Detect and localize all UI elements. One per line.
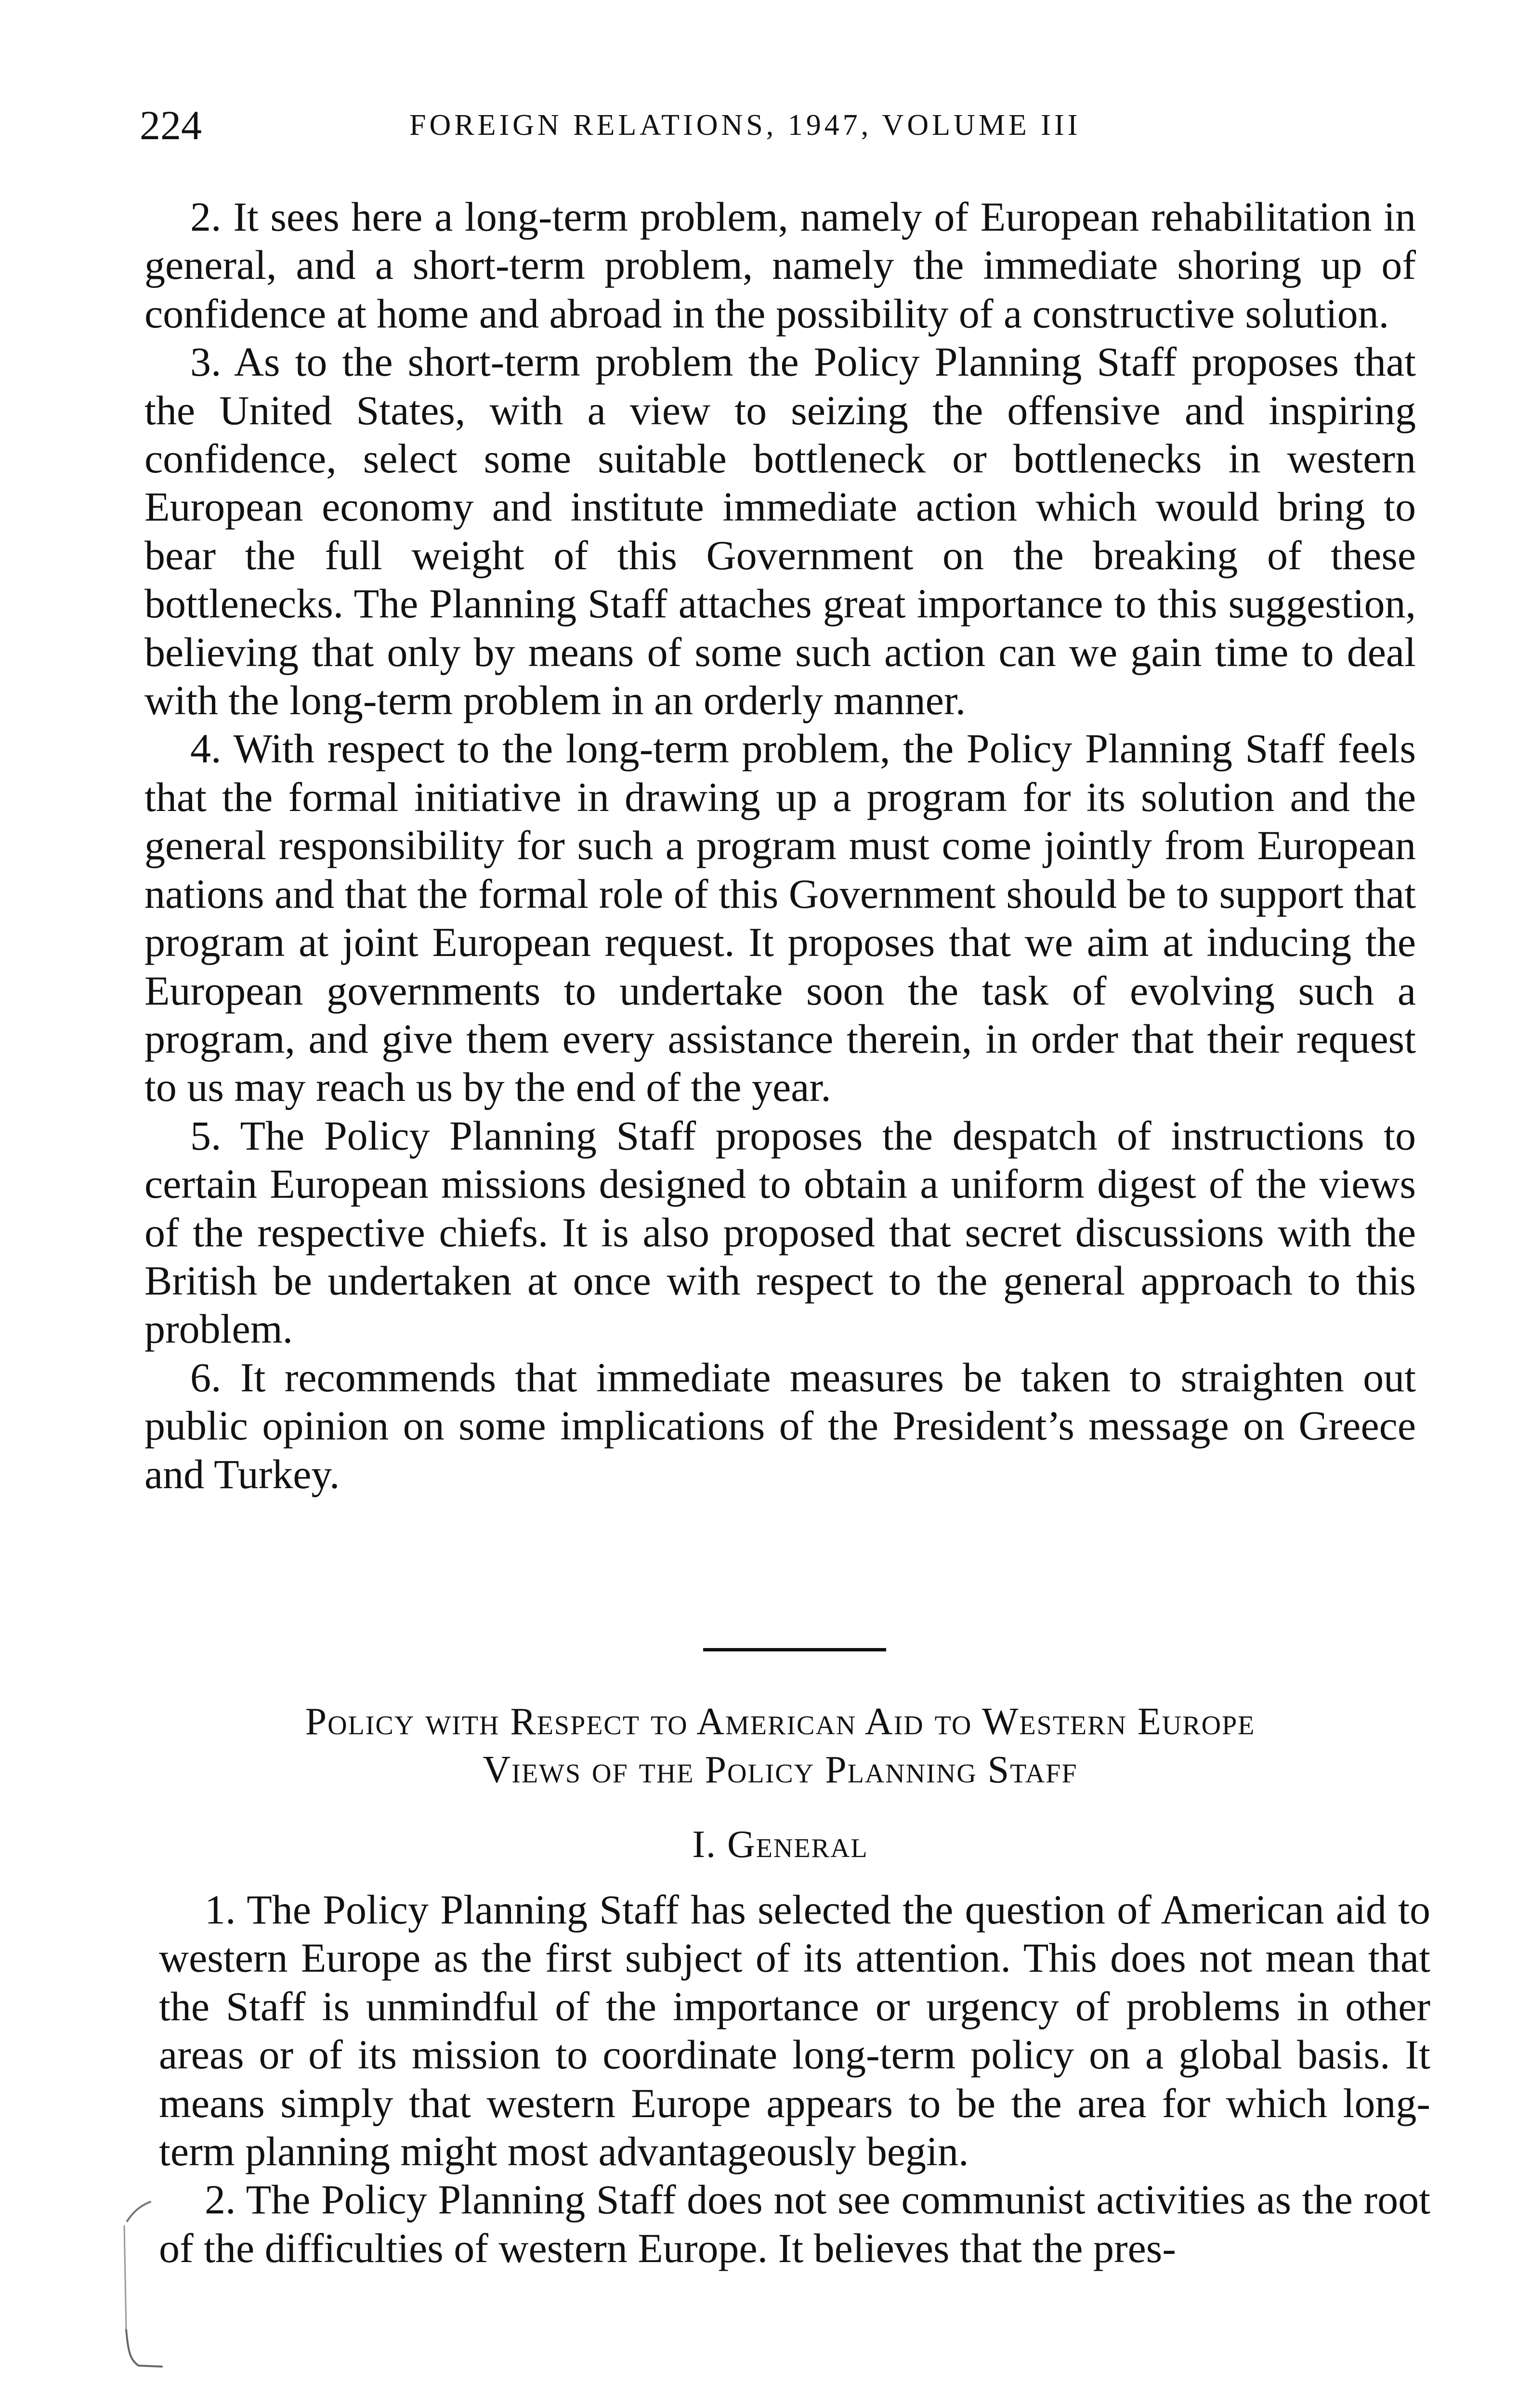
paragraph-4-top: 4. With respect to the long-term problem, the Policy Planning Staff feels that the formal initiative in drawing up a program for its solution and the general responsibility for such a program must come jointly from European nations and that the formal role of this Government should be to support that program at joint European request. It proposes that we aim at inducing the European governments to undertake soon the task of evolving such a program, and give them every assistance therein, in order that their request to us may reach us by the end of the year. [144,725,1416,1111]
running-head: FOREIGN RELATIONS, 1947, VOLUME III [409,109,1081,142]
paragraph-1-bottom: 1. The Policy Planning Staff has selected the question of American aid to western Europe as the first subject of its attention. This does not mean that the Staff is unmindful of the importance or urgency of problems in other areas or of its mission to coordinate long-term policy on a global basis. It means simply that western Europe appears to be the area for which long-term planning might most advantageously begin. [159,1886,1430,2175]
paragraph-3-top: 3. As to the short-term problem the Policy Planning Staff proposes that the United States, with a view to seizing the offensive and inspiring confidence, select some suitable bottleneck or bottlenecks in western European economy and institute immediate action which would bring to bear the full weight of this Government on the breaking of these bottlenecks. The Planning Staff attaches great importance to this suggestion, believing that only by means of some such action can we gain time to deal with the long-term problem in an orderly manner. [144,339,1416,724]
paragraph-2-top: 2. It sees here a long-term problem, namely of European rehabilitation in general, and a short-term problem, namely the immediate shoring up of confidence at home and abroad in the possibility of a constructive solution. [144,194,1416,337]
document-title-line-2: Views of the Policy Planning Staff [483,1749,1078,1791]
body-text-top [144,193,1416,1498]
body-text-bottom [159,1885,1430,2272]
section-heading: I. General [692,1823,868,1866]
section-divider-rule [703,1648,886,1651]
page-header [140,96,1421,154]
paragraph-5-top: 5. The Policy Planning Staff proposes the despatch of instructions to certain European missions designed to obtain a uniform digest of the views of the respective chiefs. It is also proposed that secret discussions with the British be undertaken at once with respect to the general approach to this problem. [144,1112,1416,1352]
paragraph-6-top: 6. It recommends that immediate measures be taken to straighten out public opinion on some implications of the President’s message on Greece and Turkey. [144,1354,1416,1497]
document-title-line-1: Policy with Respect to American Aid to Western Europe [305,1701,1256,1743]
page-number: 224 [140,102,202,148]
paragraph-2-bottom: 2. The Policy Planning Staff does not see communist activities as the root of the difficulties of western Europe. It believes that the pres- [159,2176,1430,2271]
